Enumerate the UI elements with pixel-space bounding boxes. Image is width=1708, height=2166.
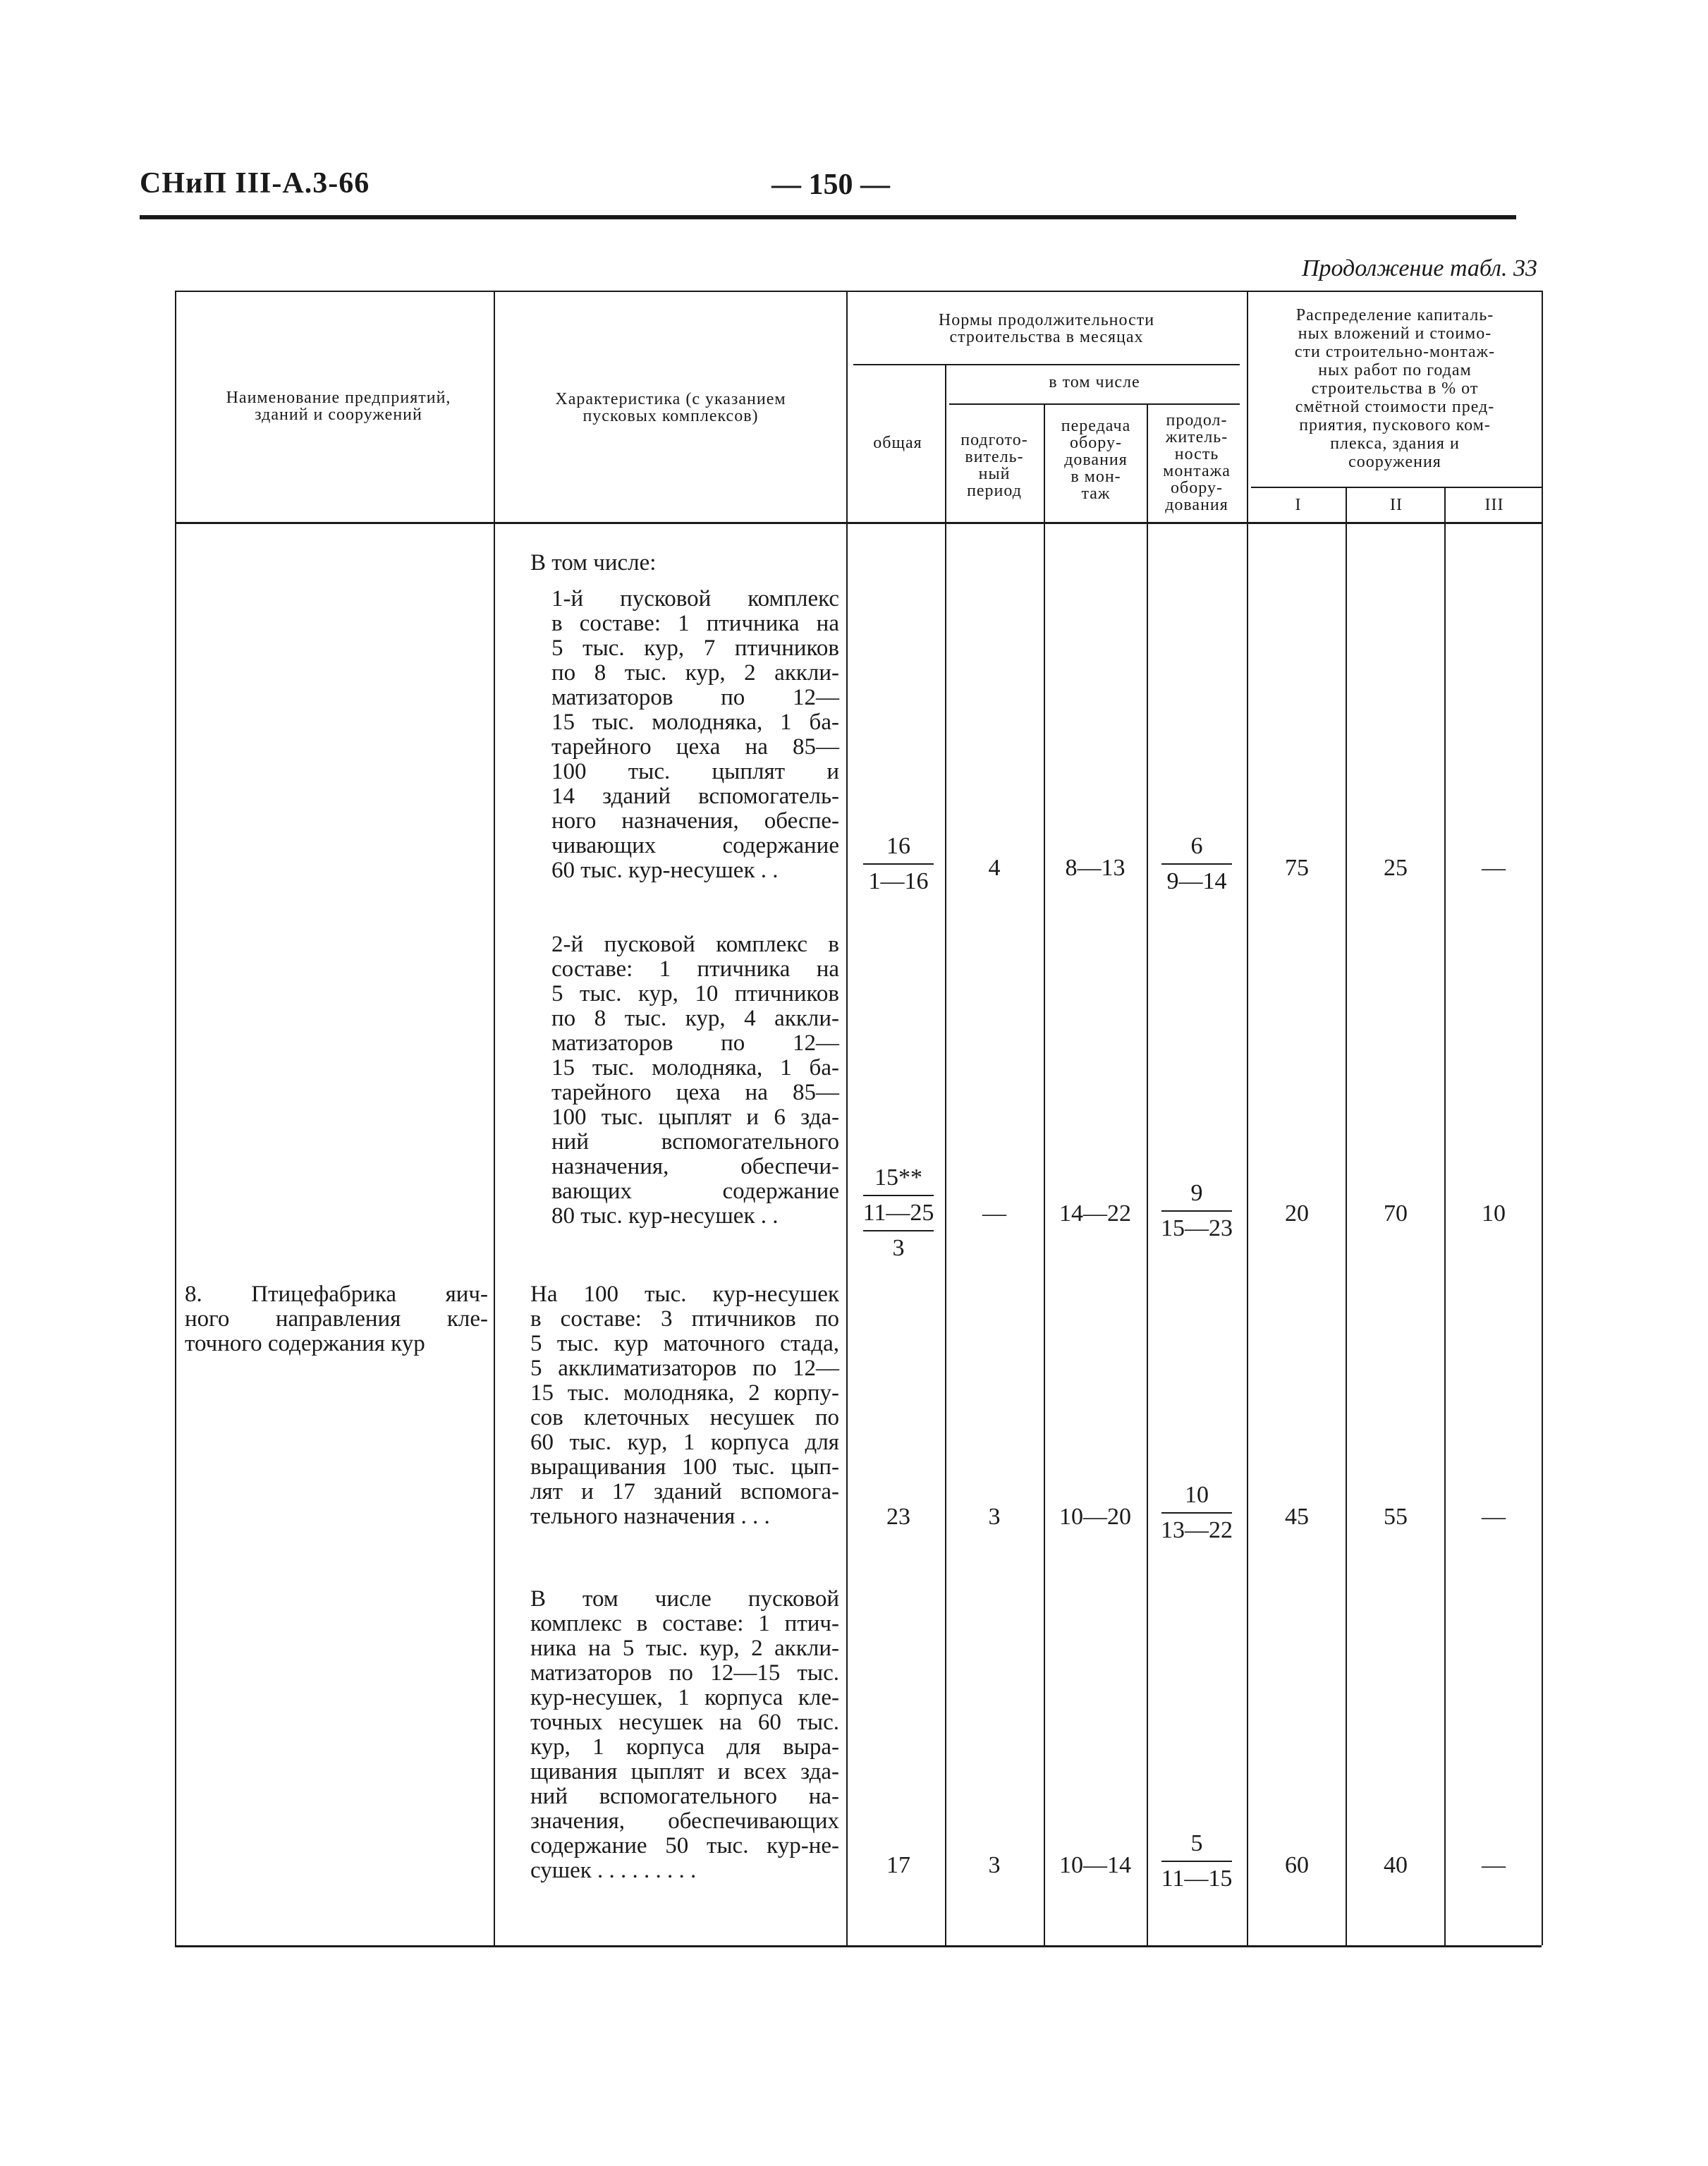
row-1-installation: 6 9—14: [1148, 832, 1245, 896]
col-header-year-2: II: [1390, 496, 1403, 514]
col-header-year-3: III: [1484, 496, 1504, 514]
row-3-installation: 10 13—22: [1161, 1482, 1233, 1543]
document-code: СНиП III-А.3-66: [140, 167, 370, 200]
row-4-year-1: 60: [1285, 1852, 1309, 1878]
row-4-year-3: —: [1482, 1852, 1506, 1878]
row-2-prep: —: [982, 1200, 1006, 1227]
col-header-norms: Нормы продолжительности строительства в месяцах: [938, 311, 1155, 346]
row-2-transfer: 14—22: [1059, 1200, 1131, 1227]
row-3-transfer: 10—20: [1059, 1504, 1131, 1530]
enterprise-name: 8. Птицефабрика яич- ного направления кле- точного содержания кур: [185, 1282, 488, 1356]
col-header-year-1: I: [1295, 496, 1302, 514]
row-3-year-1: 45: [1285, 1504, 1309, 1530]
col-header-including: в том числе: [1049, 373, 1140, 391]
row-4-characteristic: В том числе пусковой комплекс в составе: 1 птич- ника на 5 тыс. кур, 2 аккли- матизаторов по 12—15 тыс. кур-несушек, 1 корпуса кле- точных несушек на 60 тыс. кур, 1 корпуса для выра- щивания цыплят и всех зда- ний вспомогательного на- значения, обеспечивающих содержание 50 тыс. кур-не- сушек . . . . . . . . .: [530, 1586, 839, 1883]
table-continuation-label: Продолжение табл. 33: [1301, 255, 1537, 281]
row-2-year-3: 10: [1482, 1200, 1506, 1227]
row-1-year-1: 75: [1285, 855, 1309, 881]
row-3-year-3: —: [1482, 1504, 1506, 1530]
row-1-year-2: 25: [1384, 855, 1408, 881]
row-1-characteristic: 1-й пусковой комплекс в составе: 1 птичника на 5 тыс. кур, 7 птичников по 8 тыс. кур, 2 аккли- матизаторов по 12— 15 тыс. молодняка, 1 ба- тарейного цеха на 85— 100 тыс. цыплят и 14 зданий вспомогатель- ного назначения, обеспе- чивающих содержание 60 тыс. кур-несушек . .: [551, 586, 839, 883]
row-4-installation: 5 11—15: [1161, 1830, 1233, 1892]
row-4-total: 17: [886, 1852, 910, 1878]
page-number: — 150 —: [771, 169, 890, 201]
header-rule: [140, 215, 1516, 219]
col-header-transfer: передача обору- дования в мон- таж: [1061, 417, 1131, 503]
col-header-installation: продол- житель- ность монтажа обору- дования: [1163, 411, 1231, 514]
col-header-characteristic: Характеристика (с указанием пусковых комплексов): [555, 390, 786, 425]
row-intro: В том числе:: [530, 550, 657, 576]
row-4-transfer: 10—14: [1059, 1852, 1131, 1878]
row-3-characteristic: На 100 тыс. кур-несушек в составе: 3 птичников по 5 тыс. кур маточного стада, 5 акклиматизаторов по 12— 15 тыс. молодняка, 2 корпу- сов клеточных несушек по 60 тыс. кур, 1 корпуса для выращивания 100 тыс. цып- лят и 17 зданий вспомога- тельного назначения . . .: [530, 1282, 839, 1529]
col-header-total: общая: [873, 434, 922, 452]
row-1-prep: 4: [988, 855, 1001, 881]
row-3-prep: 3: [988, 1504, 1001, 1530]
row-1-year-3: —: [1482, 855, 1506, 881]
row-3-total: 23: [886, 1504, 910, 1530]
row-2-total: 15** 11—25 3: [862, 1164, 934, 1261]
row-2-year-1: 20: [1285, 1200, 1309, 1227]
row-1-total: 16 1—16: [853, 832, 944, 896]
row-2-characteristic: 2-й пусковой комплекс в составе: 1 птичника на 5 тыс. кур, 10 птичников по 8 тыс. кур, 4 аккли- матизаторов по 12— 15 тыс. молодняка, 1 ба- тарейного цеха на 85— 100 тыс. цыплят и 6 зда- ний вспомогательного назначения, обеспечи- вающих содержание 80 тыс. кур-несушек . .: [551, 932, 839, 1229]
col-header-prep: подгото- витель- ный период: [960, 431, 1028, 500]
row-1-transfer: 8—13: [1065, 855, 1126, 881]
col-header-distribution: Распределение капиталь- ных вложений и стоимо- сти строительно-монтаж- ных работ по годам строительства в % от смётной стоимости пред- приятия, пускового ком- плекса, здания и сооружения: [1294, 306, 1496, 471]
row-4-year-2: 40: [1384, 1852, 1408, 1878]
col-header-name: Наименование предприятий, зданий и сооружений: [226, 389, 451, 424]
row-2-year-2: 70: [1384, 1200, 1408, 1227]
row-4-prep: 3: [988, 1852, 1001, 1878]
row-2-installation: 9 15—23: [1161, 1180, 1233, 1241]
row-3-year-2: 55: [1384, 1504, 1408, 1530]
